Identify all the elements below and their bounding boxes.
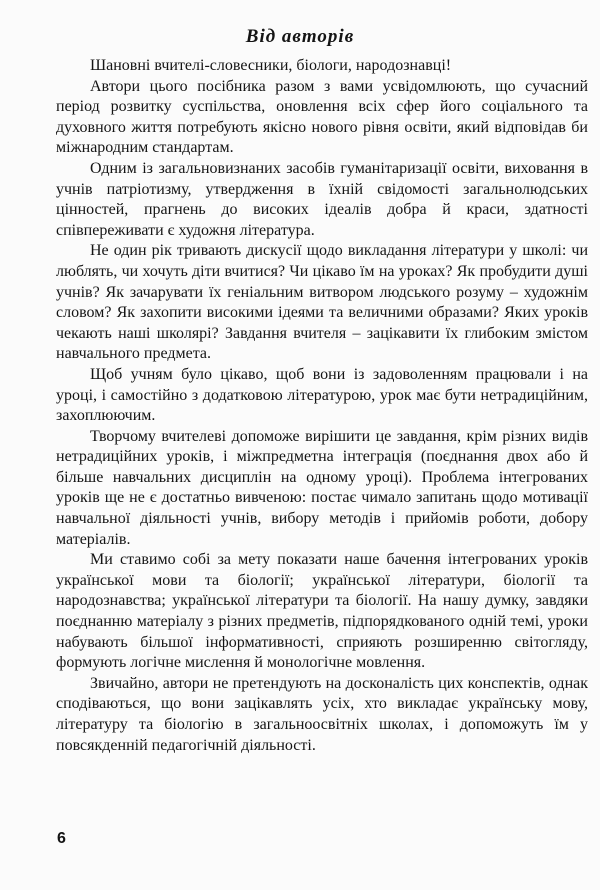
body-text — [56, 56, 588, 756]
paragraph: Автори цього посібника разом з вами усвідомлюють, що сучасний період розвитку суспільства, оновлення всіх сфер його соціального та духовного життя потребують якісно нового рівня освіти, який відповідав би міжнародним стандартам. — [56, 77, 588, 157]
page-number: 6 — [57, 830, 66, 847]
page-title: Від авторів — [245, 26, 355, 47]
greeting-paragraph: Шановні вчителі-словесники, біологи, народознавці! — [90, 57, 452, 74]
paragraph: Творчому вчителеві допоможе вирішити це завдання, крім різних видів нетрадиційних уроків, і міжпредметна інтеграція (поєднання двох або й більше навчальних дисциплін на одному уроці). Проблема інтегрованих уроків ще не є достатньо вивченою: постає чимало запитань щодо мотивації навчальної діяльності учнів, вибору методів і прийомів роботи, добору матеріалів. — [56, 427, 588, 548]
paragraph: Ми ставимо собі за мету показати наше бачення інтегрованих уроків української мови та біології; української літератури, біології та народознавства; української літератури та біології. На нашу думку, завдяки поєднанню матеріалу з різних предметів, підпорядкованого одній темі, уроки набувають більшої інформативності, сприяють розширенню світогляду, формують логічне мислення й монологічне мовлення. — [56, 551, 588, 672]
paragraph: Щоб учням було цікаво, щоб вони із задоволенням працювали і на уроці, і самостійно з додатковою літературою, урок має бути нетрадиційним, захоплюючим. — [56, 365, 588, 425]
paragraph: Не один рік тривають дискусії щодо викладання літератури у школі: чи люблять, чи хочуть діти вчитися? Чи цікаво їм на уроках? Як пробудити душі учнів? Як зачарувати їх геніальним витвором людського розуму – художнім словом? Як захопити високими ідеями та величними образами? Яких уроків чекають наші школярі? Завдання вчителя – зацікавити їх глибоким змістом навчального предмета. — [56, 242, 588, 363]
paragraph: Одним із загальновизнаних засобів гуманітаризації освіти, виховання в учнів патріотизму, утвердження в їхній свідомості загальнолюдських цінностей, прагнень до високих ідеалів добра й краси, здатності співпереживати є художня література. — [56, 159, 588, 239]
paragraph: Звичайно, автори не претендують на досконалість цих конспектів, однак сподіваються, що вони зацікавлять усіх, хто викладає українську мову, літературу та біологію в загальноосвітніх школах, і допоможуть їм у повсякденній педагогічній діяльності. — [56, 674, 588, 754]
